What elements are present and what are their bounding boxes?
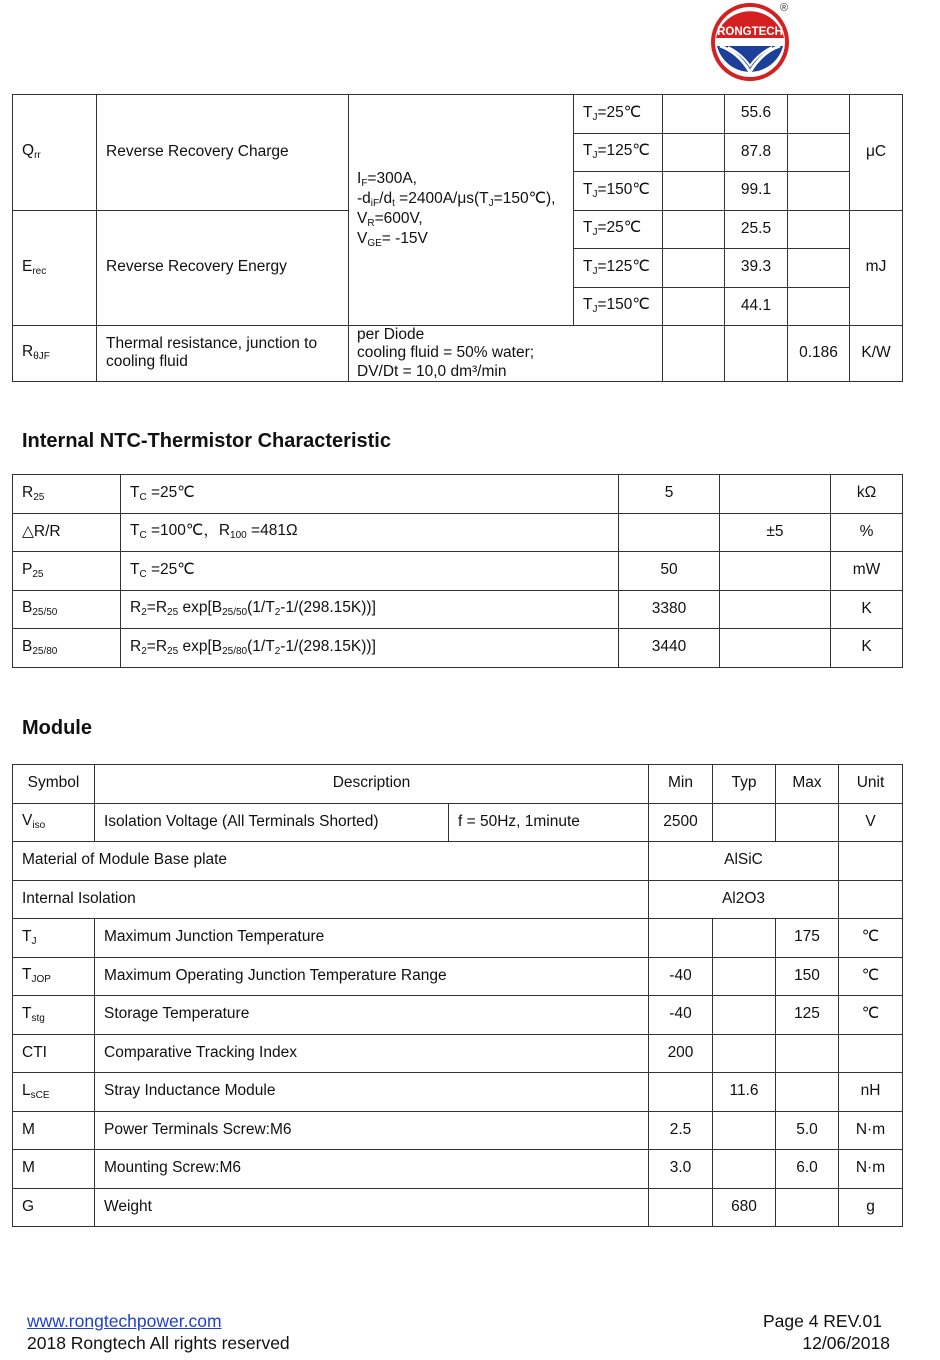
ntc-condition: $T_C$ =25℃ — [121, 475, 619, 514]
module-unit — [839, 1034, 903, 1073]
erec-value: 39.3 — [725, 249, 788, 288]
module-min: 200 — [649, 1034, 713, 1073]
module-max — [776, 1073, 839, 1112]
ntc-condition: $T_C$ =100℃，$R_{100} =481\Omega$ — [121, 513, 619, 552]
ntc-unit: % — [831, 513, 903, 552]
module-row — [13, 1150, 903, 1189]
module-row — [13, 1111, 903, 1150]
module-symbol: $T_J$ — [13, 919, 95, 958]
isolation-row — [13, 880, 903, 919]
module-max: 125 — [776, 996, 839, 1035]
ntc-typ: 3440 — [619, 629, 720, 668]
module-typ — [713, 957, 776, 996]
module-typ — [713, 996, 776, 1035]
module-unit: N·m — [839, 1111, 903, 1150]
module-unit: nH — [839, 1073, 903, 1112]
ntc-section-title: Internal NTC-Thermistor Characteristic — [22, 430, 391, 452]
ntc-max — [720, 552, 831, 591]
module-section-title: Module — [22, 717, 92, 739]
ntc-formula: $R_2=R_{25}$ $\exp[B_{25/50}(1/T_2-1/(298.15K))]$ — [121, 590, 619, 629]
module-unit: g — [839, 1188, 903, 1227]
ntc-typ: 5 — [619, 475, 720, 514]
ntc-unit: mW — [831, 552, 903, 591]
erec-unit: mJ — [850, 210, 903, 326]
registered-mark: ® — [780, 2, 789, 14]
ntc-symbol: △R/R — [13, 513, 121, 552]
header-description: Description — [95, 765, 649, 804]
tj-condition: $T_J=150℃$ — [574, 287, 663, 326]
qrr-description: Reverse Recovery Charge — [97, 95, 349, 211]
thermal-resistance-row — [13, 326, 903, 382]
module-unit: ℃ — [839, 957, 903, 996]
module-symbol: M — [13, 1111, 95, 1150]
module-row — [13, 1034, 903, 1073]
module-description: Storage Temperature — [95, 996, 649, 1035]
viso-row — [13, 803, 903, 842]
module-header-row — [13, 765, 903, 804]
module-row — [13, 996, 903, 1035]
ntc-unit: K — [831, 629, 903, 668]
module-description: Maximum Operating Junction Temperature Range — [95, 957, 649, 996]
ntc-unit: K — [831, 590, 903, 629]
copyright-text: 2018 Rongtech All rights reserved — [27, 1333, 290, 1353]
viso-symbol: $V_{iso}$ — [13, 803, 95, 842]
rth-unit: K/W — [850, 326, 903, 382]
base-plate-value: AlSiC — [649, 842, 839, 881]
ntc-symbol: $P_{25}$ — [13, 552, 121, 591]
qrr-value: 55.6 — [725, 95, 788, 134]
viso-unit: V — [839, 803, 903, 842]
page-number: Page 4 REV.01 — [762, 1311, 882, 1331]
module-max — [776, 1188, 839, 1227]
ntc-typ: 50 — [619, 552, 720, 591]
module-row — [13, 1188, 903, 1227]
ntc-symbol: $B_{25/50}$ — [13, 590, 121, 629]
erec-symbol: $E_{rec}$ — [13, 210, 97, 326]
erec-value: 25.5 — [725, 210, 788, 249]
module-min — [649, 919, 713, 958]
header-unit: Unit — [839, 765, 903, 804]
module-description: Comparative Tracking Index — [95, 1034, 649, 1073]
ntc-symbol: $R_{25}$ — [13, 475, 121, 514]
isolation-description: Internal Isolation — [13, 880, 649, 919]
module-description: Power Terminals Screw:M6 — [95, 1111, 649, 1150]
qrr-value: 99.1 — [725, 172, 788, 211]
module-table — [12, 764, 903, 1227]
module-min: -40 — [649, 996, 713, 1035]
ntc-row — [13, 513, 903, 552]
header-max: Max — [776, 765, 839, 804]
tj-condition: $T_J=125℃$ — [574, 249, 663, 288]
diode-recovery-table — [12, 94, 903, 382]
module-max — [776, 1034, 839, 1073]
qrr-value: 87.8 — [725, 133, 788, 172]
module-min — [649, 1073, 713, 1112]
module-typ — [713, 1111, 776, 1150]
ntc-condition: $T_C$ =25℃ — [121, 552, 619, 591]
module-row — [13, 957, 903, 996]
module-symbol: M — [13, 1150, 95, 1189]
module-description: Mounting Screw:M6 — [95, 1150, 649, 1189]
module-description: Maximum Junction Temperature — [95, 919, 649, 958]
module-typ — [713, 919, 776, 958]
viso-min: 2500 — [649, 803, 713, 842]
rth-symbol: $R_{\theta JF}$ — [13, 326, 97, 382]
module-typ — [713, 1150, 776, 1189]
module-typ — [713, 1034, 776, 1073]
module-min: -40 — [649, 957, 713, 996]
ntc-unit: kΩ — [831, 475, 903, 514]
module-description: Stray Inductance Module — [95, 1073, 649, 1112]
module-row — [13, 919, 903, 958]
tj-condition: $T_J=125℃$ — [574, 133, 663, 172]
module-typ: 11.6 — [713, 1073, 776, 1112]
module-max: 6.0 — [776, 1150, 839, 1189]
module-symbol: G — [13, 1188, 95, 1227]
website-link[interactable]: www.rongtechpower.com — [27, 1311, 222, 1331]
header-typ: Typ — [713, 765, 776, 804]
qrr-unit: μC — [850, 95, 903, 211]
rth-description: Thermal resistance, junction to cooling fluid — [97, 326, 349, 382]
ntc-b-row — [13, 629, 903, 668]
module-max: 5.0 — [776, 1111, 839, 1150]
ntc-formula: $R_2=R_{25}$ $\exp[B_{25/80}(1/T_2-1/(298.15K))]$ — [121, 629, 619, 668]
ntc-row — [13, 475, 903, 514]
erec-description: Reverse Recovery Energy — [97, 210, 349, 326]
rth-conditions: per Diode cooling fluid = 50% water; DV/Dt = 10,0 dm³/min — [349, 326, 663, 382]
ntc-max: ±5 — [720, 513, 831, 552]
module-max: 150 — [776, 957, 839, 996]
base-plate-description: Material of Module Base plate — [13, 842, 649, 881]
module-unit: ℃ — [839, 919, 903, 958]
module-min — [649, 1188, 713, 1227]
document-date: 12/06/2018 — [802, 1333, 890, 1353]
isolation-value: Al2O3 — [649, 880, 839, 919]
erec-value: 44.1 — [725, 287, 788, 326]
ntc-table — [12, 474, 903, 668]
module-row — [13, 1073, 903, 1112]
module-min: 2.5 — [649, 1111, 713, 1150]
tj-condition: $T_J=25℃$ — [574, 95, 663, 134]
qrr-symbol: $Q_{rr}$ — [13, 95, 97, 211]
header-symbol: Symbol — [13, 765, 95, 804]
ntc-typ: 3380 — [619, 590, 720, 629]
base-plate-row — [13, 842, 903, 881]
module-unit: N·m — [839, 1150, 903, 1189]
ntc-b-row — [13, 590, 903, 629]
module-unit: ℃ — [839, 996, 903, 1035]
ntc-max — [720, 475, 831, 514]
logo-wordmark: RONGTECH — [717, 26, 783, 38]
module-symbol: $L_{sCE}$ — [13, 1073, 95, 1112]
module-symbol: $T_{stg}$ — [13, 996, 95, 1035]
viso-description: Isolation Voltage (All Terminals Shorted) — [95, 803, 449, 842]
ntc-typ — [619, 513, 720, 552]
company-logo — [708, 0, 804, 88]
tj-condition: $T_J=150℃$ — [574, 172, 663, 211]
rth-max: 0.186 — [788, 326, 850, 382]
ntc-symbol: $B_{25/80}$ — [13, 629, 121, 668]
module-symbol: CTI — [13, 1034, 95, 1073]
module-typ: 680 — [713, 1188, 776, 1227]
qrr-row-1 — [13, 95, 903, 134]
test-conditions: $I_F=300A$, $-d_{iF}/d_t$ $=2400A/\mu s(T_J=150℃)$, $V_R=600V$, $V_{GE}= -15V$ — [349, 95, 574, 326]
module-max: 175 — [776, 919, 839, 958]
ntc-row — [13, 552, 903, 591]
module-min: 3.0 — [649, 1150, 713, 1189]
module-symbol: $T_{JOP}$ — [13, 957, 95, 996]
header-min: Min — [649, 765, 713, 804]
viso-condition: f = 50Hz, 1minute — [449, 803, 649, 842]
module-description: Weight — [95, 1188, 649, 1227]
tj-condition: $T_J=25℃$ — [574, 210, 663, 249]
